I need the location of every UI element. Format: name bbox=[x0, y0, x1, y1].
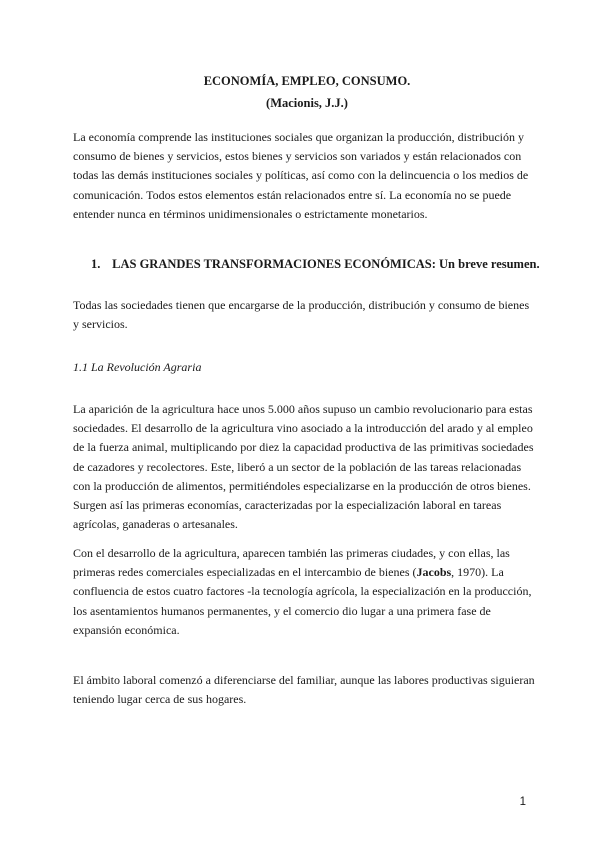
intro-paragraph: La economía comprende las instituciones sociales que organizan la producción, distribución y consumo de bienes y servicios, estos bienes y servicios son variados y están relacionados con todas las demás instituciones sociales y políticas, así como con la delincuencia o los medios de comunicación. Todos estos elementos están relacionados entre sí. La economía no se puede entender nunca en términos unidimensionales o estrictamente monetarios. bbox=[73, 130, 529, 221]
section-number: 1. bbox=[91, 257, 101, 271]
section-title: LAS GRANDES TRANSFORMACIONES ECONÓMICAS: Un breve resumen. bbox=[112, 257, 540, 271]
agrarian-paragraph-1: La aparición de la agricultura hace unos 5.000 años supuso un cambio revolucionario para estas sociedades. El desarrollo de la agricultura vino asociado a la introducción del arado y al empleo de la fuerza animal, multiplicando por diez la capacidad productiva de las primitivas sociedades de cazadores y recolectores. Este, liberó a un sector de la población de las tareas relacionadas con la producción de alimentos, permitiéndoles especializarse en la producción de otros bienes. Surgen así las primeras economías, caracterizadas por la especialización laboral en tareas agrícolas, ganaderas o artesanales. bbox=[73, 402, 534, 532]
agrarian-paragraph-3: El ámbito laboral comenzó a diferenciarse del familiar, aunque las labores productivas siguieran teniendo lugar cerca de sus hogares. bbox=[73, 673, 535, 707]
section-heading-1 bbox=[91, 255, 561, 273]
title-block bbox=[0, 70, 600, 114]
document-title: ECONOMÍA, EMPLEO, CONSUMO. bbox=[203, 74, 411, 88]
subsection-heading: 1.1 La Revolución Agraria bbox=[73, 360, 202, 374]
section-intro-paragraph: Todas las sociedades tienen que encargarse de la producción, distribución y consumo de bienes y servicios. bbox=[73, 298, 530, 332]
citation-author: Jacobs bbox=[416, 565, 452, 580]
page-number: 1 bbox=[519, 796, 526, 808]
agrarian-paragraph-2 bbox=[73, 544, 535, 640]
paragraph-text: , 1970). La confluencia de estos cuatro factores -la tecnología agrícola, la especialización en la producción, los asentamientos humanos permanentes, y el comercio dio lugar a una primera fase de expansión económica. bbox=[73, 565, 532, 637]
paragraph-text: Con el desarrollo de la agricultura, aparecen también las primeras ciudades, y con ellas, las primeras redes comerciales especializadas en el intercambio de bienes ( bbox=[73, 546, 510, 580]
document-author: (Macionis, J.J.) bbox=[266, 96, 348, 110]
